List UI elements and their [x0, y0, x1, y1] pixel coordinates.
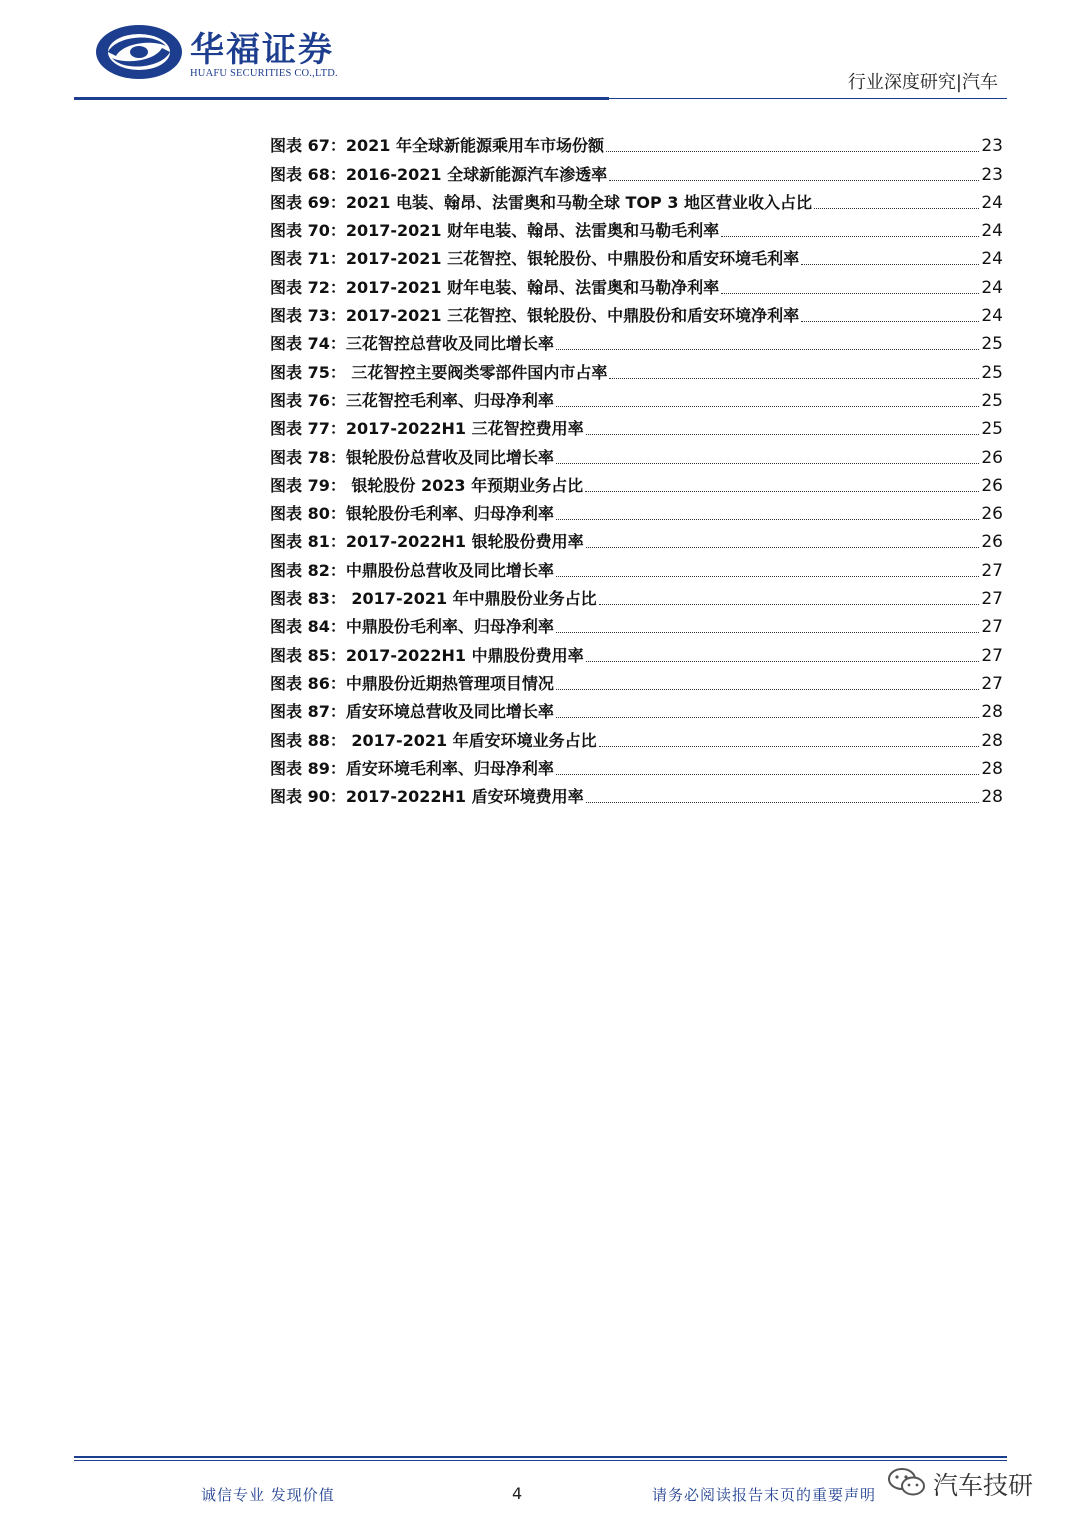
toc-entry-label: 图表 89：盾安环境毛利率、归母净利率 — [270, 758, 554, 778]
toc-leader-dots — [556, 463, 980, 464]
toc-leader-dots — [586, 661, 980, 662]
toc-leader-dots — [556, 774, 980, 775]
toc-entry[interactable] — [270, 159, 1003, 187]
toc-entry-page: 24 — [981, 277, 1003, 298]
toc-entry-page: 27 — [981, 645, 1003, 666]
toc-entry-label: 图表 83： 2017-2021 年中鼎股份业务占比 — [270, 589, 597, 609]
toc-entry-page: 24 — [981, 249, 1003, 270]
toc-entry-page: 26 — [981, 532, 1003, 553]
toc-entry[interactable] — [270, 584, 1003, 612]
footer-rule-thin — [74, 1460, 1007, 1461]
toc-entry[interactable] — [270, 216, 1003, 244]
toc-entry-label: 图表 82：中鼎股份总营收及同比增长率 — [270, 560, 554, 580]
report-category: 行业深度研究|汽车 — [847, 72, 998, 93]
toc-leader-dots — [556, 717, 980, 718]
toc-entry[interactable] — [270, 188, 1003, 216]
toc-entry[interactable] — [270, 131, 1003, 159]
toc-entry-page: 25 — [981, 390, 1003, 411]
toc-leader-dots — [556, 519, 980, 520]
toc-entry[interactable] — [270, 669, 1003, 697]
toc-leader-dots — [586, 547, 980, 548]
toc-entry-label: 图表 71：2017-2021 三花智控、银轮股份、中鼎股份和盾安环境毛利率 — [270, 249, 800, 269]
toc-entry-label: 图表 87：盾安环境总营收及同比增长率 — [270, 702, 554, 722]
toc-entry[interactable] — [270, 386, 1003, 414]
toc-entry-page: 25 — [981, 419, 1003, 440]
toc-entry-label: 图表 81：2017-2022H1 银轮股份费用率 — [270, 532, 584, 552]
toc-leader-dots — [586, 802, 980, 803]
toc-entry-label: 图表 70：2017-2021 财年电装、翰昂、法雷奥和马勒毛利率 — [270, 221, 720, 241]
toc-entry-label: 图表 88： 2017-2021 年盾安环境业务占比 — [270, 730, 597, 750]
toc-entry[interactable] — [270, 555, 1003, 583]
toc-entry[interactable] — [270, 782, 1003, 810]
toc-entry[interactable] — [270, 612, 1003, 640]
toc-entry-label: 图表 68：2016-2021 全球新能源汽车渗透率 — [270, 164, 608, 184]
toc-entry-label: 图表 85：2017-2022H1 中鼎股份费用率 — [270, 645, 584, 665]
toc-leader-dots — [609, 180, 979, 181]
toc-entry-page: 26 — [981, 447, 1003, 468]
toc-entry-page: 26 — [981, 504, 1003, 525]
toc-entry-page: 24 — [981, 221, 1003, 242]
toc-leader-dots — [556, 576, 980, 577]
toc-entry-page: 27 — [981, 617, 1003, 638]
toc-entry[interactable] — [270, 301, 1003, 329]
toc-entry-label: 图表 78：银轮股份总营收及同比增长率 — [270, 447, 554, 467]
toc-leader-dots — [606, 151, 979, 152]
toc-entry-label: 图表 69：2021 电装、翰昂、法雷奥和马勒全球 TOP 3 地区营业收入占比 — [270, 192, 813, 212]
toc-entry-page: 27 — [981, 589, 1003, 610]
toc-entry-label: 图表 76：三花智控毛利率、归母净利率 — [270, 390, 554, 410]
toc-leader-dots — [556, 689, 980, 690]
footer-slogan: 诚信专业 发现价值 — [201, 1486, 335, 1504]
page-number: 4 — [512, 1484, 523, 1503]
toc-leader-dots — [585, 491, 979, 492]
toc-entry-label: 图表 86：中鼎股份近期热管理项目情况 — [270, 673, 554, 693]
toc-entry[interactable] — [270, 442, 1003, 470]
footer-disclaimer-note: 请务必阅读报告末页的重要声明 — [652, 1486, 877, 1504]
toc-entry-page: 28 — [981, 702, 1003, 723]
toc-entry[interactable] — [270, 499, 1003, 527]
toc-entry[interactable] — [270, 527, 1003, 555]
toc-leader-dots — [814, 208, 979, 209]
toc-entry[interactable] — [270, 725, 1003, 753]
toc-leader-dots — [556, 349, 980, 350]
toc-entry-page: 26 — [981, 475, 1003, 496]
toc-leader-dots — [721, 293, 979, 294]
toc-entry[interactable] — [270, 329, 1003, 357]
toc-entry-page: 24 — [981, 192, 1003, 213]
toc-entry-label: 图表 77：2017-2022H1 三花智控费用率 — [270, 419, 584, 439]
toc-entry-page: 25 — [981, 334, 1003, 355]
toc-entry-label: 图表 74：三花智控总营收及同比增长率 — [270, 334, 554, 354]
toc-leader-dots — [609, 378, 979, 379]
toc-leader-dots — [586, 434, 980, 435]
toc-entry[interactable] — [270, 244, 1003, 272]
toc-leader-dots — [599, 604, 980, 605]
toc-leader-dots — [721, 236, 979, 237]
toc-entry-label: 图表 72：2017-2021 财年电装、翰昂、法雷奥和马勒净利率 — [270, 277, 720, 297]
logo-english-name: HUAFU SECURITIES CO.,LTD. — [190, 68, 338, 79]
toc-entry[interactable] — [270, 471, 1003, 499]
toc-leader-dots — [599, 746, 980, 747]
header-rule-thick — [74, 97, 609, 100]
toc-entry-page: 27 — [981, 560, 1003, 581]
footer-rule-thick — [74, 1456, 1007, 1458]
toc-entry-page: 25 — [981, 362, 1003, 383]
toc-entry[interactable] — [270, 414, 1003, 442]
toc-entry-label: 图表 67：2021 年全球新能源乘用车市场份额 — [270, 136, 604, 156]
header-rule-thin — [609, 98, 1007, 99]
toc-entry-page: 28 — [981, 787, 1003, 808]
toc-entry[interactable] — [270, 272, 1003, 300]
toc-leader-dots — [801, 321, 979, 322]
toc-entry-label: 图表 73：2017-2021 三花智控、银轮股份、中鼎股份和盾安环境净利率 — [270, 306, 800, 326]
table-of-figures — [270, 131, 1003, 810]
toc-entry-label: 图表 80：银轮股份毛利率、归母净利率 — [270, 504, 554, 524]
toc-entry-page: 24 — [981, 306, 1003, 327]
toc-entry-page: 28 — [981, 758, 1003, 779]
toc-entry-label: 图表 84：中鼎股份毛利率、归母净利率 — [270, 617, 554, 637]
toc-leader-dots — [556, 632, 980, 633]
toc-entry-page: 28 — [981, 730, 1003, 751]
toc-entry-label: 图表 79： 银轮股份 2023 年预期业务占比 — [270, 475, 584, 495]
toc-entry[interactable] — [270, 640, 1003, 668]
toc-entry[interactable] — [270, 357, 1003, 385]
toc-entry-label: 图表 90：2017-2022H1 盾安环境费用率 — [270, 787, 584, 807]
toc-entry-page: 27 — [981, 673, 1003, 694]
watermark — [887, 1462, 1057, 1502]
logo-swirl-icon — [94, 22, 184, 82]
toc-entry[interactable] — [270, 754, 1003, 782]
toc-entry-page: 23 — [981, 136, 1003, 157]
toc-entry[interactable] — [270, 697, 1003, 725]
company-logo — [94, 22, 364, 84]
logo-chinese-name: 华福证券 — [190, 30, 334, 70]
toc-entry-label: 图表 75： 三花智控主要阀类零部件国内市占率 — [270, 362, 608, 382]
toc-entry-page: 23 — [981, 164, 1003, 185]
watermark-text: 汽车技研 — [933, 1471, 1034, 1500]
toc-leader-dots — [556, 406, 980, 407]
toc-leader-dots — [801, 264, 979, 265]
wechat-icon — [887, 1466, 927, 1498]
